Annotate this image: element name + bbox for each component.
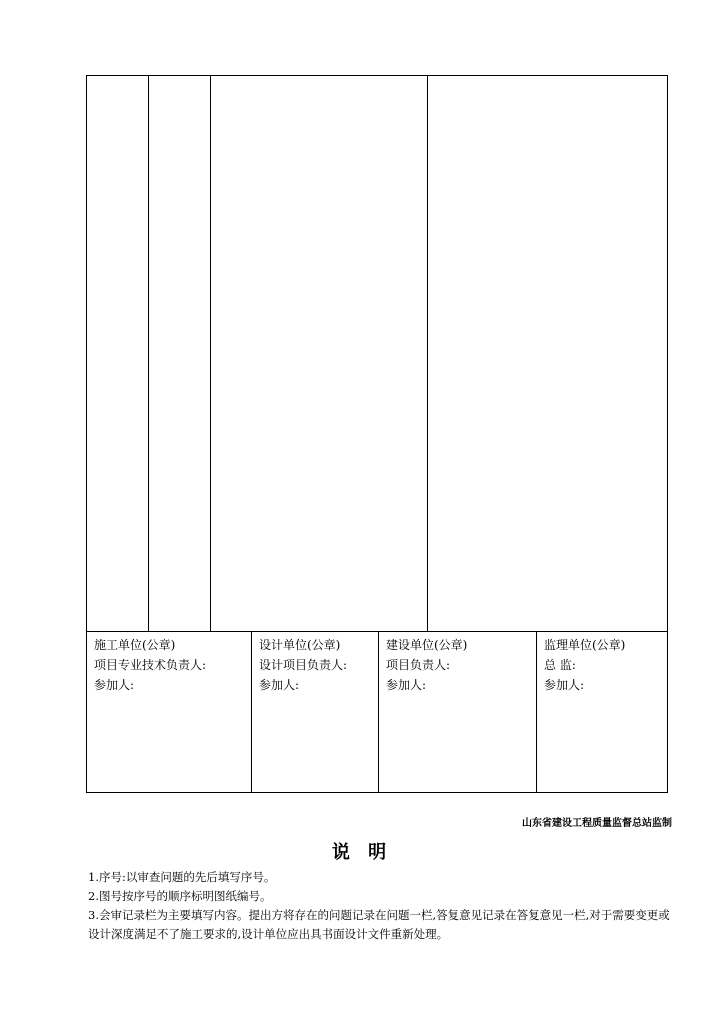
design-unit-cell xyxy=(251,631,379,792)
column-divider-issue xyxy=(427,76,428,631)
supervision-unit-label: 监理单位(公章) xyxy=(544,638,626,652)
construction-unit-cell xyxy=(87,631,251,792)
review-record-table xyxy=(86,75,668,632)
column-divider-drawing-no xyxy=(210,76,211,631)
issuer-label: 山东省建设工程质量监督总站监制 xyxy=(522,818,672,829)
owner-unit-role: 项目负责人: xyxy=(386,658,451,672)
supervision-unit-role: 总 监: xyxy=(544,658,576,672)
owner-unit-cell xyxy=(378,631,537,792)
supervision-unit-attendees: 参加人: xyxy=(544,678,585,692)
supervision-unit-cell xyxy=(536,631,667,792)
design-unit-attendees: 参加人: xyxy=(259,678,300,692)
construction-unit-attendees: 参加人: xyxy=(94,678,135,692)
owner-unit-attendees: 参加人: xyxy=(386,678,427,692)
signature-block xyxy=(86,631,668,793)
notes-title: 说 明 xyxy=(331,842,393,863)
construction-unit-role: 项目专业技术负责人: xyxy=(94,658,207,672)
owner-unit-label: 建设单位(公章) xyxy=(386,638,468,652)
note-item: 1.序号:以审查问题的先后填写序号。 xyxy=(88,870,276,884)
design-unit-label: 设计单位(公章) xyxy=(259,638,341,652)
design-unit-role: 设计项目负责人: xyxy=(259,658,348,672)
column-divider-serial xyxy=(148,76,149,631)
note-item: 2.图号按序号的顺序标明图纸编号。 xyxy=(88,889,272,903)
notes-list xyxy=(88,868,674,944)
note-item: 3.会审记录栏为主要填写内容。提出方将存在的问题记录在问题一栏,答复意见记录在答复意见一栏,对于需要变更或设计深度满足不了施工要求的,设计单位应出具书面设计文件重新处理。 xyxy=(88,908,670,941)
construction-unit-label: 施工单位(公章) xyxy=(94,638,176,652)
